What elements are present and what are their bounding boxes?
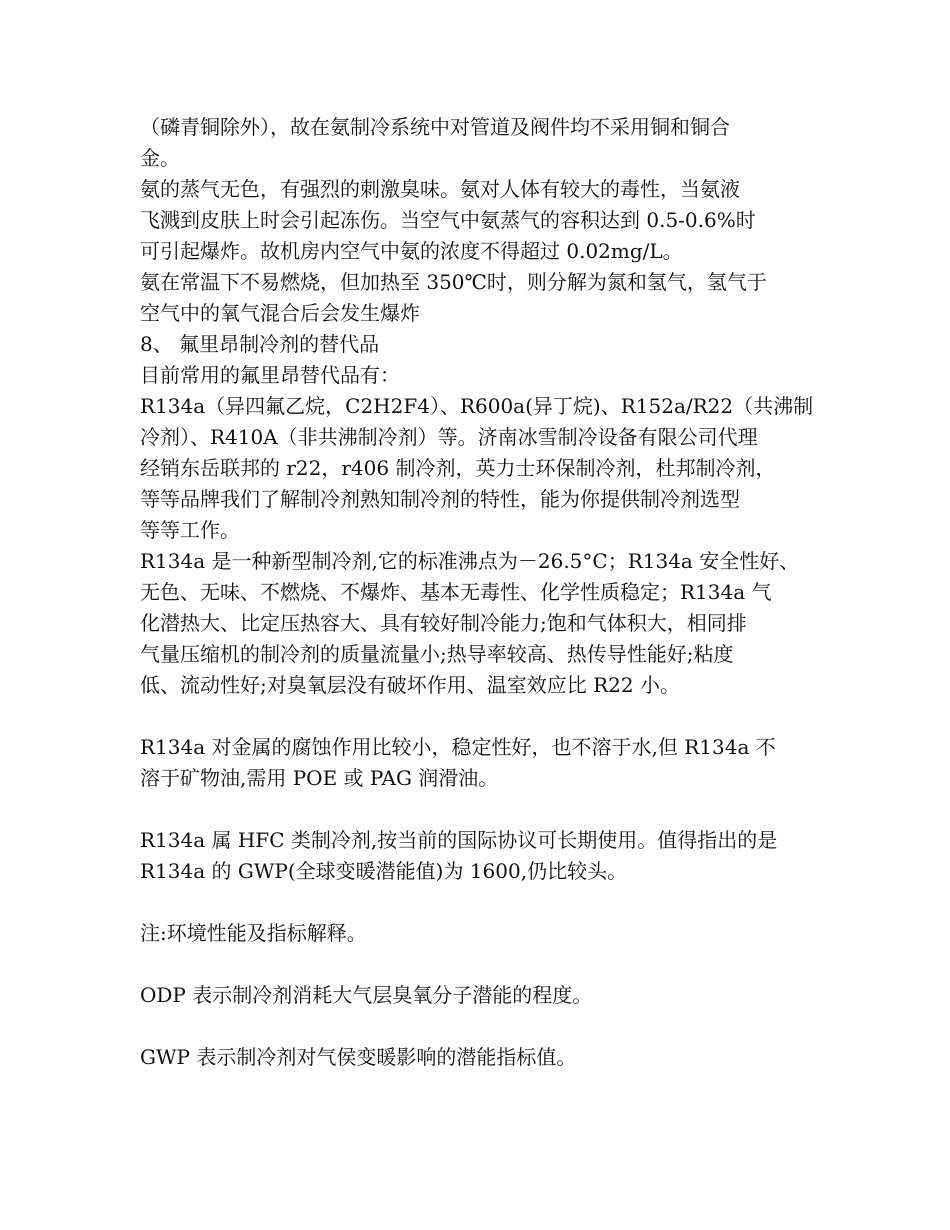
definition-line: GWP 表示制冷剂对气侯变暖影响的潜能指标值。	[140, 1045, 577, 1069]
text-line: 目前常用的氟里昂替代品有：	[140, 363, 400, 387]
document-body	[140, 112, 820, 1073]
text-line: 气量压缩机的制冷剂的质量流量小;热导率较高、热传导性能好;粘度	[140, 642, 734, 666]
text-line: 无色、无味、不燃烧、不爆炸、基本无毒性、化学性质稳定；R134a 气	[140, 580, 772, 604]
text-line: 氨在常温下不易燃烧，但加热至 350℃时，则分解为氮和氢气，氢气于	[140, 270, 767, 294]
text-line: 低、流动性好;对臭氧层没有破坏作用、温室效应比 R22 小。	[140, 673, 680, 697]
text-line: 等等品牌我们了解制冷剂熟知制冷剂的特性，能为你提供制冷剂选型	[140, 487, 740, 511]
text-line: R134a（异四氟乙烷，C2H2F4）、R600a(异丁烷)、R152a/R22（共沸制	[140, 394, 814, 418]
paragraph-gap	[140, 701, 820, 732]
text-line: R134a 对金属的腐蚀作用比较小，稳定性好，也不溶于水,但 R134a 不	[140, 735, 776, 759]
text-line: 溶于矿物油,需用 POE 或 PAG 润滑油。	[140, 766, 499, 790]
text-line: R134a 是一种新型制冷剂,它的标准沸点为－26.5°C；R134a 安全性好、	[140, 549, 800, 573]
text-line: 等等工作。	[140, 518, 240, 542]
text-line: 冷剂）、R410A（非共沸制冷剂）等。济南冰雪制冷设备有限公司代理	[140, 425, 758, 449]
definition-line: ODP 表示制冷剂消耗大气层臭氧分子潜能的程度。	[140, 983, 593, 1007]
text-line: 飞溅到皮肤上时会引起冻伤。当空气中氨蒸气的容积达到 0.5-0.6%时	[140, 208, 756, 232]
text-line: 化潜热大、比定压热容大、具有较好制冷能力;饱和气体积大，相同排	[140, 611, 747, 635]
text-line: R134a 的 GWP(全球变暖潜能值)为 1600,仍比较头。	[140, 859, 628, 883]
text-line: 空气中的氧气混合后会发生爆炸	[140, 301, 420, 325]
section-heading: 8、 氟里昂制冷剂的替代品	[140, 332, 380, 356]
text-line: （磷青铜除外），故在氨制冷系统中对管道及阀件均不采用铜和铜合	[140, 115, 730, 139]
text-line: 可引起爆炸。故机房内空气中氨的浓度不得超过 0.02mg/L。	[140, 239, 683, 263]
text-line: 金。	[140, 146, 180, 170]
text-line: 氨的蒸气无色，有强烈的刺激臭味。氨对人体有较大的毒性，当氨液	[140, 177, 740, 201]
paragraph-gap	[140, 1011, 820, 1042]
text-line: 经销东岳联邦的 r22，r406 制冷剂，英力士环保制冷剂，杜邦制冷剂，	[140, 456, 776, 480]
paragraph-gap	[140, 794, 820, 825]
paragraph-gap	[140, 949, 820, 980]
note-line: 注:环境性能及指标解释。	[140, 921, 367, 945]
text-line: R134a 属 HFC 类制冷剂,按当前的国际协议可长期使用。值得指出的是	[140, 828, 778, 852]
paragraph-gap	[140, 887, 820, 918]
